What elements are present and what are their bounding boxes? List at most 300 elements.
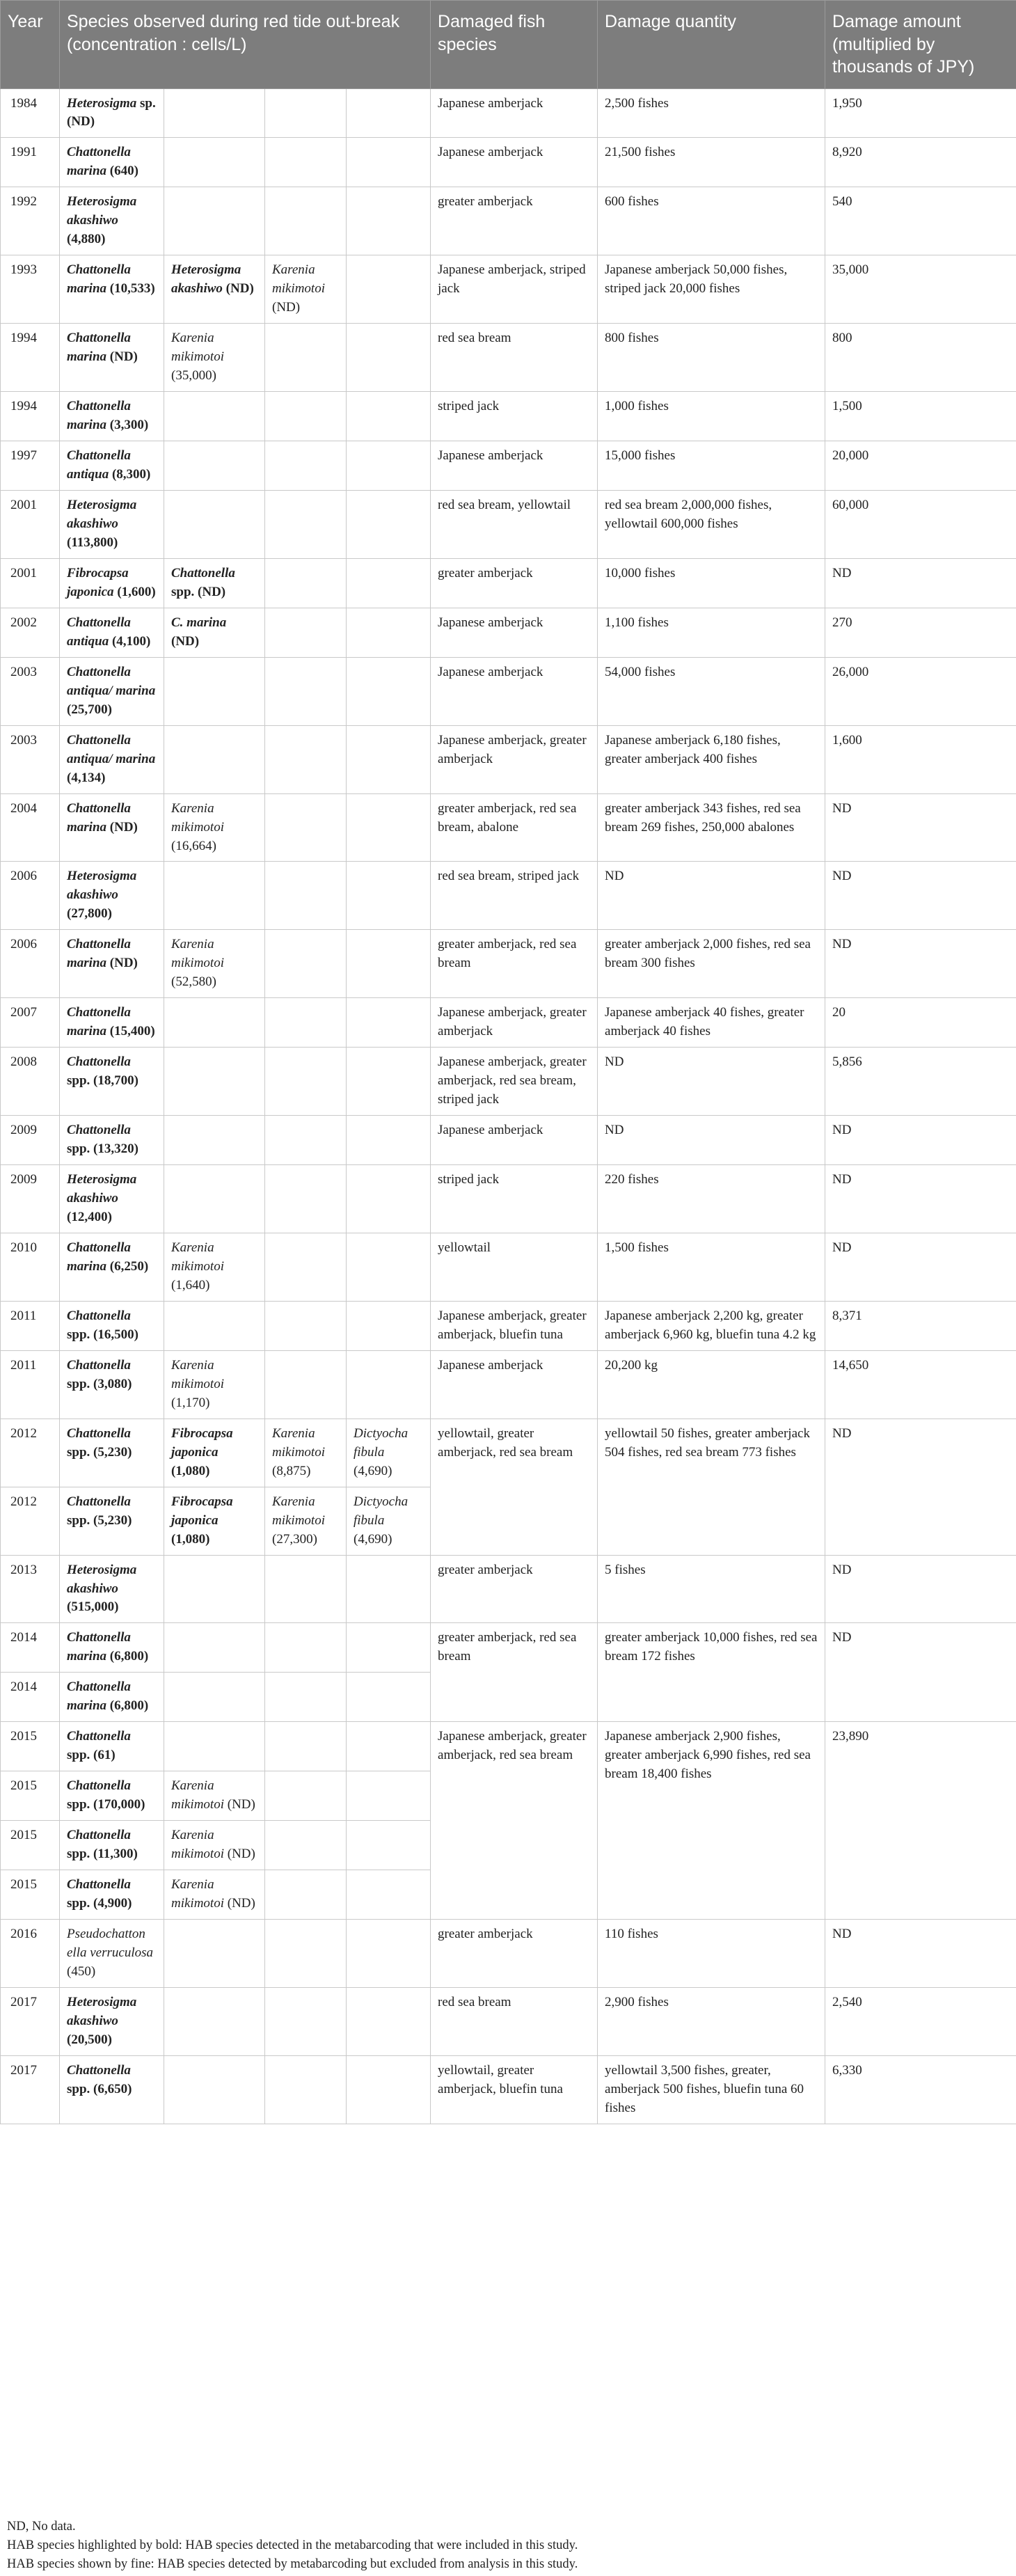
species-name: Heterosigma akashiwo	[67, 194, 137, 228]
species-cell-1	[60, 1233, 164, 1301]
species-cell-3	[265, 392, 347, 441]
species-cell-2	[164, 1116, 265, 1165]
species-concentration: spp. (3,080)	[67, 1376, 132, 1391]
species-cell-4	[347, 187, 431, 255]
damage-quantity-cell: ND	[598, 1116, 825, 1165]
species-concentration: (27,300)	[272, 1531, 317, 1547]
species-cell-2	[164, 1920, 265, 1988]
table-row	[1, 608, 1016, 657]
species-name: C. marina	[171, 615, 227, 630]
species-cell-4	[347, 558, 431, 608]
damage-amount-cell: ND	[825, 930, 1016, 998]
species-concentration: (ND)	[106, 819, 138, 835]
species-cell-3	[265, 1301, 347, 1350]
damaged-species-cell: yellowtail, greater amberjack, bluefin tuna	[431, 2055, 598, 2124]
species-cell-4	[347, 1487, 431, 1555]
year-cell: 1993	[1, 255, 60, 324]
damage-quantity-cell: Japanese amberjack 6,180 fishes, greater amberjack 400 fishes	[598, 725, 825, 793]
damage-quantity-cell: ND	[598, 862, 825, 930]
damage-amount-cell: 20	[825, 998, 1016, 1048]
year-cell: 2013	[1, 1555, 60, 1623]
species-cell-3	[265, 1722, 347, 1771]
species-concentration: (10,533)	[106, 281, 155, 297]
species-concentration: (3,300)	[106, 418, 149, 433]
species-cell-2	[164, 1821, 265, 1870]
species-cell-3	[265, 1870, 347, 1920]
damage-amount-cell: 26,000	[825, 657, 1016, 725]
damaged-species-cell: yellowtail, greater amberjack, red sea bream	[431, 1419, 598, 1555]
damaged-species-cell: greater amberjack, red sea bream, abalone	[431, 793, 598, 862]
damaged-species-cell: Japanese amberjack, greater amberjack, red sea bream, striped jack	[431, 1048, 598, 1116]
damaged-species-cell: red sea bream, yellowtail	[431, 490, 598, 558]
species-concentration: (ND)	[106, 349, 138, 365]
table-body	[1, 88, 1016, 2124]
damage-amount-cell: 14,650	[825, 1350, 1016, 1419]
damaged-species-cell: Japanese amberjack	[431, 657, 598, 725]
species-concentration: (1,640)	[171, 1277, 210, 1293]
species-concentration: (8,875)	[272, 1463, 311, 1478]
damage-amount-cell: ND	[825, 1165, 1016, 1233]
damage-amount-cell: 60,000	[825, 490, 1016, 558]
damaged-species-cell: striped jack	[431, 392, 598, 441]
species-cell-4	[347, 1048, 431, 1116]
damage-amount-cell: 1,500	[825, 392, 1016, 441]
species-concentration: spp. (4,900)	[67, 1896, 132, 1911]
species-cell-2	[164, 1419, 265, 1487]
species-name: Heterosigma akashiwo	[171, 262, 241, 297]
damage-quantity-cell: yellowtail 50 fishes, greater amberjack 504 fishes, red sea bream 773 fishes	[598, 1419, 825, 1555]
table-row	[1, 1920, 1016, 1988]
table-row	[1, 1116, 1016, 1165]
year-cell: 1994	[1, 324, 60, 392]
table-row	[1, 392, 1016, 441]
damaged-species-cell: Japanese amberjack, greater amberjack	[431, 998, 598, 1048]
damaged-species-cell: Japanese amberjack	[431, 608, 598, 657]
year-cell: 2011	[1, 1350, 60, 1419]
species-cell-4	[347, 657, 431, 725]
species-cell-1	[60, 88, 164, 138]
species-cell-2	[164, 1623, 265, 1673]
species-concentration: (35,000)	[171, 368, 216, 384]
species-cell-4	[347, 88, 431, 138]
species-cell-1	[60, 1821, 164, 1870]
species-cell-4	[347, 1555, 431, 1623]
species-cell-3	[265, 793, 347, 862]
year-cell: 2016	[1, 1920, 60, 1988]
species-cell-2	[164, 1987, 265, 2055]
species-concentration: (ND)	[106, 956, 138, 971]
damage-quantity-cell: ND	[598, 1048, 825, 1116]
table-row	[1, 1623, 1016, 1673]
species-name: Chattonella antiqua	[67, 615, 131, 649]
damaged-species-cell: red sea bream	[431, 324, 598, 392]
species-cell-3	[265, 1771, 347, 1821]
species-cell-2	[164, 1165, 265, 1233]
damage-amount-cell: 540	[825, 187, 1016, 255]
header-year: Year	[1, 1, 60, 89]
species-cell-3	[265, 187, 347, 255]
damage-amount-cell: 6,330	[825, 2055, 1016, 2124]
table-row	[1, 490, 1016, 558]
species-cell-4	[347, 1623, 431, 1673]
species-cell-1	[60, 1673, 164, 1722]
species-cell-1	[60, 1987, 164, 2055]
year-cell: 2017	[1, 1987, 60, 2055]
table-row	[1, 138, 1016, 187]
species-cell-1	[60, 1623, 164, 1673]
species-cell-1	[60, 930, 164, 998]
species-name: Dictyocha fibula	[354, 1494, 408, 1528]
species-name: Chattonella	[67, 1054, 131, 1070]
species-concentration: (450)	[67, 1964, 96, 1979]
year-cell: 2015	[1, 1821, 60, 1870]
species-name: Chattonella marina	[67, 262, 131, 297]
damage-quantity-cell: 10,000 fishes	[598, 558, 825, 608]
species-cell-4	[347, 725, 431, 793]
damage-amount-cell: 5,856	[825, 1048, 1016, 1116]
species-cell-2	[164, 1233, 265, 1301]
species-name: Chattonella	[67, 1357, 131, 1373]
species-cell-1	[60, 138, 164, 187]
species-concentration: (4,880)	[67, 232, 106, 247]
table-row	[1, 1048, 1016, 1116]
table-row	[1, 1165, 1016, 1233]
species-concentration: (1,080)	[171, 1531, 210, 1547]
species-name: Chattonella	[67, 1877, 131, 1893]
damaged-species-cell: greater amberjack, red sea bream	[431, 1623, 598, 1722]
damage-amount-cell: 20,000	[825, 441, 1016, 491]
year-cell: 1994	[1, 392, 60, 441]
species-name: Chattonella	[67, 1494, 131, 1509]
species-cell-1	[60, 1722, 164, 1771]
species-name: Heterosigma akashiwo	[67, 1172, 137, 1206]
species-name: Chattonella antiqua/ marina	[67, 732, 156, 766]
species-cell-3	[265, 1623, 347, 1673]
damage-amount-cell: ND	[825, 1116, 1016, 1165]
damage-quantity-cell: 5 fishes	[598, 1555, 825, 1623]
species-cell-3	[265, 441, 347, 491]
species-cell-1	[60, 793, 164, 862]
species-cell-1	[60, 1116, 164, 1165]
species-concentration: spp. (170,000)	[67, 1797, 145, 1812]
species-cell-1	[60, 1350, 164, 1419]
year-cell: 2009	[1, 1165, 60, 1233]
species-cell-2	[164, 998, 265, 1048]
species-cell-2	[164, 930, 265, 998]
species-name: Chattonella	[67, 1729, 131, 1744]
species-concentration: (4,690)	[354, 1531, 392, 1547]
damage-quantity-cell: 15,000 fishes	[598, 441, 825, 491]
species-cell-4	[347, 138, 431, 187]
damage-amount-cell: ND	[825, 558, 1016, 608]
species-name: Karenia mikimotoi	[272, 1425, 325, 1460]
species-concentration: (640)	[106, 164, 138, 179]
species-cell-1	[60, 187, 164, 255]
species-cell-2	[164, 657, 265, 725]
species-name: Karenia mikimotoi	[171, 331, 224, 365]
damage-amount-cell: 1,600	[825, 725, 1016, 793]
species-name: Karenia mikimotoi	[171, 1778, 224, 1812]
species-concentration: (4,690)	[354, 1463, 392, 1478]
species-concentration: (4,100)	[109, 633, 151, 649]
species-name: Karenia mikimotoi	[272, 1494, 325, 1528]
table-row	[1, 441, 1016, 491]
year-cell: 1992	[1, 187, 60, 255]
damaged-species-cell: Japanese amberjack	[431, 1116, 598, 1165]
species-name: Pseudochatton ella verruculosa	[67, 1927, 154, 1961]
species-cell-4	[347, 490, 431, 558]
species-name: Chattonella marina	[67, 399, 131, 433]
species-cell-1	[60, 998, 164, 1048]
species-cell-3	[265, 324, 347, 392]
species-cell-4	[347, 1350, 431, 1419]
species-cell-4	[347, 1771, 431, 1821]
damage-amount-cell: ND	[825, 1555, 1016, 1623]
species-cell-1	[60, 1771, 164, 1821]
species-cell-1	[60, 657, 164, 725]
damage-amount-cell: ND	[825, 1623, 1016, 1722]
species-concentration: (20,500)	[67, 2032, 112, 2047]
species-cell-2	[164, 88, 265, 138]
species-name: Chattonella	[67, 2062, 131, 2078]
species-cell-1	[60, 862, 164, 930]
species-cell-4	[347, 255, 431, 324]
species-concentration: spp. (13,320)	[67, 1141, 138, 1157]
species-concentration: (25,700)	[67, 702, 112, 717]
species-concentration: (27,800)	[67, 906, 112, 922]
table-row	[1, 862, 1016, 930]
table-row	[1, 1722, 1016, 1771]
year-cell: 2015	[1, 1870, 60, 1920]
species-cell-4	[347, 1920, 431, 1988]
species-concentration: (ND)	[272, 300, 301, 315]
damage-quantity-cell: 800 fishes	[598, 324, 825, 392]
table-row	[1, 930, 1016, 998]
species-concentration: spp. (5,230)	[67, 1444, 132, 1460]
species-cell-2	[164, 862, 265, 930]
species-concentration: sp. (ND)	[67, 95, 156, 129]
damage-quantity-cell: greater amberjack 343 fishes, red sea bream 269 fishes, 250,000 abalones	[598, 793, 825, 862]
footnote-fine: HAB species shown by fine: HAB species detected by metabarcoding but excluded from analysis in this study.	[7, 2557, 578, 2571]
damaged-species-cell: greater amberjack	[431, 558, 598, 608]
species-cell-4	[347, 2055, 431, 2124]
species-concentration: (12,400)	[67, 1210, 112, 1224]
species-cell-4	[347, 608, 431, 657]
species-name: Chattonella marina	[67, 1630, 131, 1664]
damaged-species-cell: greater amberjack	[431, 187, 598, 255]
table-row	[1, 1987, 1016, 2055]
species-cell-1	[60, 608, 164, 657]
species-cell-2	[164, 490, 265, 558]
species-cell-2	[164, 1555, 265, 1623]
species-cell-4	[347, 441, 431, 491]
species-cell-1	[60, 1555, 164, 1623]
year-cell: 2006	[1, 930, 60, 998]
species-cell-2	[164, 725, 265, 793]
species-cell-2	[164, 608, 265, 657]
species-cell-4	[347, 1301, 431, 1350]
species-cell-4	[347, 324, 431, 392]
damage-quantity-cell: Japanese amberjack 2,200 kg, greater amberjack 6,960 kg, bluefin tuna 4.2 kg	[598, 1301, 825, 1350]
species-cell-4	[347, 392, 431, 441]
species-cell-3	[265, 1555, 347, 1623]
damaged-species-cell: red sea bream, striped jack	[431, 862, 598, 930]
damage-amount-cell: 1,950	[825, 88, 1016, 138]
damage-amount-cell: ND	[825, 1419, 1016, 1555]
species-cell-3	[265, 1821, 347, 1870]
year-cell: 2011	[1, 1301, 60, 1350]
species-cell-1	[60, 490, 164, 558]
species-cell-2	[164, 255, 265, 324]
species-cell-1	[60, 1165, 164, 1233]
year-cell: 2004	[1, 793, 60, 862]
table-row	[1, 1233, 1016, 1301]
damaged-species-cell: Japanese amberjack	[431, 138, 598, 187]
damage-quantity-cell: Japanese amberjack 40 fishes, greater amberjack 40 fishes	[598, 998, 825, 1048]
species-concentration: (1,080)	[171, 1463, 210, 1478]
species-name: Chattonella	[67, 1828, 131, 1843]
species-cell-1	[60, 255, 164, 324]
year-cell: 2014	[1, 1623, 60, 1673]
species-name: Chattonella	[67, 1123, 131, 1138]
species-cell-3	[265, 862, 347, 930]
species-cell-2	[164, 324, 265, 392]
footnote-nd: ND, No data.	[7, 2520, 76, 2534]
header-damage-quantity: Damage quantity	[598, 1, 825, 89]
damaged-species-cell: red sea bream	[431, 1987, 598, 2055]
species-concentration: (ND)	[222, 281, 254, 297]
damage-quantity-cell: 1,100 fishes	[598, 608, 825, 657]
species-cell-3	[265, 138, 347, 187]
damaged-species-cell: Japanese amberjack	[431, 1350, 598, 1419]
species-concentration: (ND)	[224, 1847, 255, 1862]
damage-quantity-cell: 54,000 fishes	[598, 657, 825, 725]
table-row	[1, 793, 1016, 862]
species-cell-4	[347, 1165, 431, 1233]
species-cell-3	[265, 1673, 347, 1722]
species-cell-4	[347, 1870, 431, 1920]
damage-quantity-cell: 110 fishes	[598, 1920, 825, 1988]
year-cell: 2012	[1, 1487, 60, 1555]
species-concentration: (1,170)	[171, 1395, 210, 1410]
species-name: Heterosigma akashiwo	[67, 497, 137, 531]
table-row	[1, 1350, 1016, 1419]
footnote-bold: HAB species highlighted by bold: HAB species detected in the metabarcoding that were included in this study.	[7, 2538, 578, 2552]
table-footnotes	[7, 2518, 1009, 2573]
species-name: Karenia mikimotoi	[171, 1877, 224, 1911]
damaged-species-cell: yellowtail	[431, 1233, 598, 1301]
damage-quantity-cell: 600 fishes	[598, 187, 825, 255]
species-name: Chattonella	[171, 565, 235, 580]
species-cell-2	[164, 1673, 265, 1722]
species-name: Chattonella	[67, 1308, 131, 1323]
species-cell-3	[265, 1165, 347, 1233]
damage-amount-cell: 2,540	[825, 1987, 1016, 2055]
species-cell-2	[164, 187, 265, 255]
species-cell-3	[265, 255, 347, 324]
species-cell-2	[164, 138, 265, 187]
damaged-species-cell: greater amberjack	[431, 1555, 598, 1623]
header-damage-amount: Damage amount (multiplied by thousands of JPY)	[825, 1, 1016, 89]
species-cell-1	[60, 392, 164, 441]
species-cell-3	[265, 725, 347, 793]
species-cell-4	[347, 1821, 431, 1870]
species-concentration: spp. (6,650)	[67, 2081, 132, 2096]
species-cell-2	[164, 1048, 265, 1116]
damage-quantity-cell: 20,200 kg	[598, 1350, 825, 1419]
damage-quantity-cell: red sea bream 2,000,000 fishes, yellowtail 600,000 fishes	[598, 490, 825, 558]
header-species: Species observed during red tide out-break (concentration : cells/L)	[60, 1, 431, 89]
damage-amount-cell: 23,890	[825, 1722, 1016, 1920]
year-cell: 2001	[1, 558, 60, 608]
species-cell-3	[265, 1048, 347, 1116]
species-concentration: (16,664)	[171, 838, 216, 853]
species-concentration: spp. (61)	[67, 1748, 116, 1763]
damaged-species-cell: greater amberjack, red sea bream	[431, 930, 598, 998]
species-concentration: (8,300)	[109, 467, 151, 482]
table-row	[1, 2055, 1016, 2124]
species-cell-3	[265, 1419, 347, 1487]
species-concentration: (15,400)	[106, 1024, 155, 1039]
species-concentration: (515,000)	[67, 1599, 119, 1615]
species-cell-4	[347, 1673, 431, 1722]
damage-quantity-cell: yellowtail 3,500 fishes, greater, amberjack 500 fishes, bluefin tuna 60 fishes	[598, 2055, 825, 2124]
year-cell: 2003	[1, 657, 60, 725]
damaged-species-cell: Japanese amberjack, greater amberjack, red sea bream	[431, 1722, 598, 1920]
table-row	[1, 657, 1016, 725]
species-cell-3	[265, 1116, 347, 1165]
species-name: Dictyocha fibula	[354, 1425, 408, 1460]
table-row	[1, 998, 1016, 1048]
damaged-species-cell: Japanese amberjack	[431, 88, 598, 138]
species-cell-1	[60, 558, 164, 608]
year-cell: 2006	[1, 862, 60, 930]
species-cell-4	[347, 793, 431, 862]
species-concentration: (6,250)	[106, 1258, 149, 1274]
species-name: Heterosigma	[67, 95, 137, 111]
year-cell: 2012	[1, 1419, 60, 1487]
species-cell-3	[265, 1987, 347, 2055]
year-cell: 2002	[1, 608, 60, 657]
header-damaged-species: Damaged fish species	[431, 1, 598, 89]
species-cell-1	[60, 2055, 164, 2124]
species-cell-2	[164, 1350, 265, 1419]
year-cell: 2009	[1, 1116, 60, 1165]
year-cell: 1984	[1, 88, 60, 138]
damage-amount-cell: ND	[825, 1233, 1016, 1301]
year-cell: 2014	[1, 1673, 60, 1722]
year-cell: 2015	[1, 1771, 60, 1821]
species-cell-2	[164, 2055, 265, 2124]
damaged-species-cell: Japanese amberjack, striped jack	[431, 255, 598, 324]
damage-amount-cell: ND	[825, 793, 1016, 862]
species-name: Chattonella	[67, 1425, 131, 1441]
damage-quantity-cell: 2,900 fishes	[598, 1987, 825, 2055]
species-cell-2	[164, 1301, 265, 1350]
species-cell-3	[265, 1920, 347, 1988]
species-name: Fibrocapsa japonica	[171, 1425, 233, 1460]
species-cell-3	[265, 490, 347, 558]
species-name: Heterosigma akashiwo	[67, 1994, 137, 2028]
species-cell-1	[60, 725, 164, 793]
species-cell-2	[164, 392, 265, 441]
species-concentration: (ND)	[224, 1797, 255, 1812]
species-cell-1	[60, 1048, 164, 1116]
damage-amount-cell: ND	[825, 1920, 1016, 1988]
species-concentration: (6,800)	[106, 1649, 149, 1664]
damage-quantity-cell: 1,000 fishes	[598, 392, 825, 441]
damaged-species-cell: Japanese amberjack	[431, 441, 598, 491]
